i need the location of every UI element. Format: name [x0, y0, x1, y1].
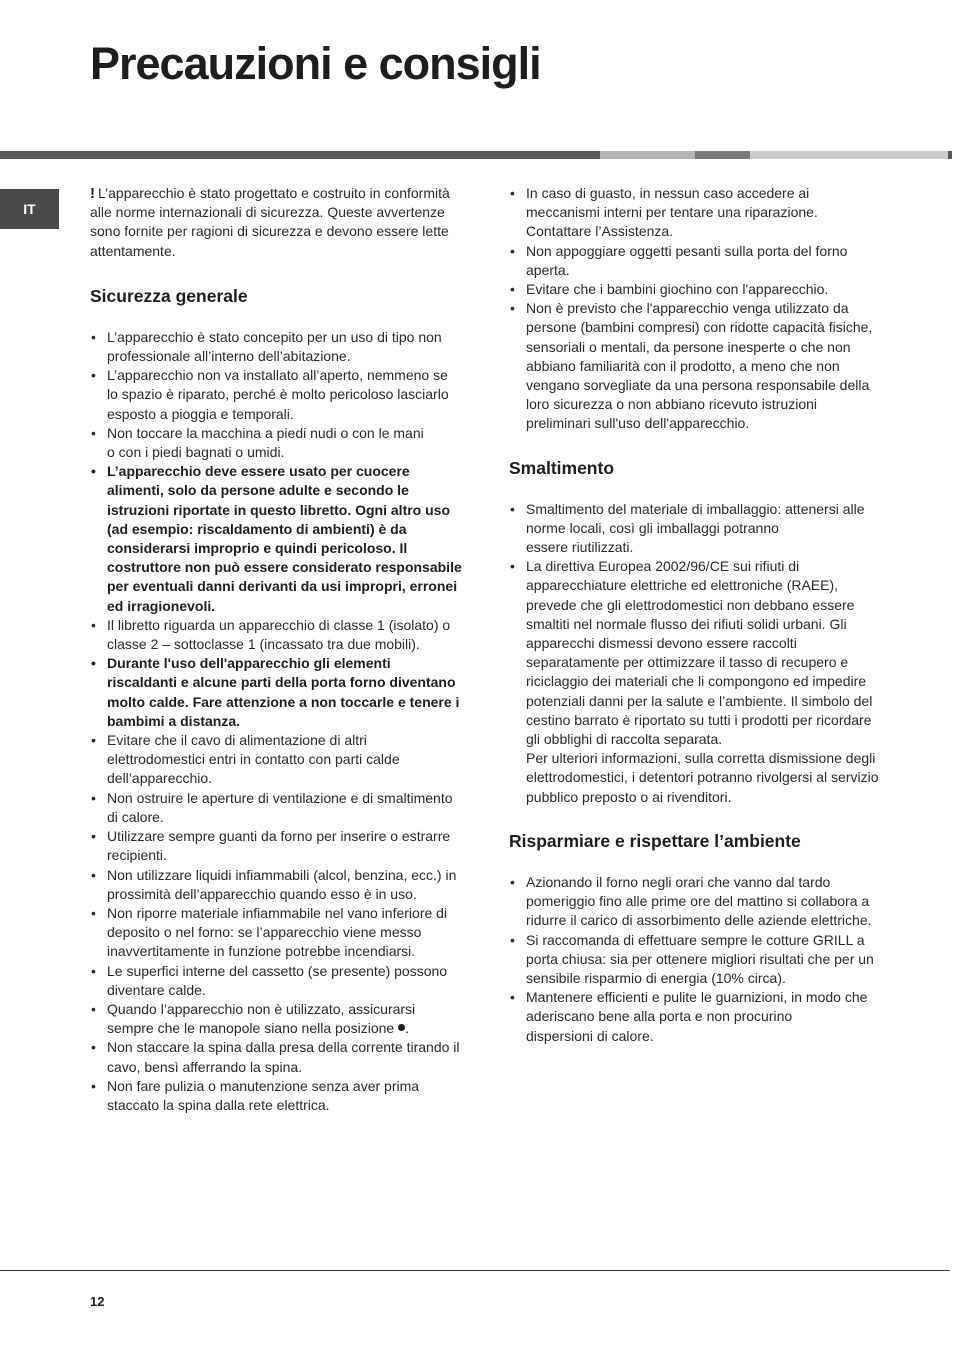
header-rule-mid — [695, 151, 750, 159]
list-sicurezza-continued — [509, 184, 881, 434]
page-number: 12 — [90, 1294, 105, 1309]
header-rule-light — [600, 151, 695, 159]
list-item-text: Quando l’apparecchio non è utilizzato, assicurarsi sempre che le manopole siano nella posizione — [107, 1000, 416, 1037]
list-item — [90, 1000, 462, 1038]
intro-warning — [90, 184, 462, 261]
list-item: • Non toccare la macchina a piedi nudi o con le mani o con i piedi bagnati o umidi. — [90, 424, 462, 462]
intro-text: L’apparecchio è stato progettato e costruito in conformità alle norme internazionali di sicurezza. Queste avvertenze sono fornite per ragioni di sicurezza e devono essere lette attentamente. — [90, 185, 450, 259]
list-item: • Non staccare la spina dalla presa della corrente tirando il cavo, bensì afferrando la spina. — [90, 1038, 462, 1076]
list-item: • Azionando il forno negli orari che vanno dal tardo pomeriggio fino alle prime ore del mattino si collabora a ridurre il carico di assorbimento delle aziende elettriche. — [509, 873, 881, 931]
list-item-suffix: . — [405, 1020, 410, 1037]
section-heading-ambiente: Risparmiare e rispettare l’ambiente — [509, 830, 801, 851]
list-sicurezza — [90, 328, 462, 1115]
list-item: • Non appoggiare oggetti pesanti sulla porta del forno aperta. — [509, 242, 881, 280]
footer-rule — [0, 1270, 950, 1271]
page-title: Precauzioni e consigli — [90, 38, 541, 89]
right-column — [509, 184, 881, 1070]
language-tab: IT — [0, 189, 59, 229]
list-item: • L’apparecchio è stato concepito per un uso di tipo non professionale all’interno dell’abitazione. — [90, 328, 462, 366]
list-item: • Utilizzare sempre guanti da forno per inserire o estrarre recipienti. — [90, 827, 462, 865]
list-item: • Si raccomanda di effettuare sempre le cotture GRILL a porta chiusa: sia per ottenere migliori risultati che per un sensibile risparmio di energia (10% circa). — [509, 931, 881, 989]
list-ambiente — [509, 873, 881, 1046]
list-item: • La direttiva Europea 2002/96/CE sui rifiuti di apparecchiature elettriche ed elettroniche (RAEE), prevede che gli elettrodomestici non debbano essere smaltiti nel normale flusso dei rifiuti solidi urbani. Gli apparecchi dismessi devono essere raccolti separatamente per ottimizzare il tasso di recupero e riciclaggio dei materiali che li compongono ed impedire potenziali danni per la salute e l’ambiente. Il simbolo del cestino barrato è riportato su tutti i prodotti per ricordare gli obblighi di raccolta separata. Per ulteriori informazioni, sulla corretta dismissione degli elettrodomestici, i detentori potranno rivolgersi al servizio pubblico preposto o ai rivenditori. — [509, 557, 881, 807]
section-heading-sicurezza: Sicurezza generale — [90, 285, 248, 306]
list-item: • Non utilizzare liquidi infiammabili (alcol, benzina, ecc.) in prossimità dell’apparecchio quando esso è in uso. — [90, 866, 462, 904]
list-item: • Mantenere efficienti e pulite le guarnizioni, in modo che aderiscano bene alla porta e non procurino dispersioni di calore. — [509, 988, 881, 1046]
left-column — [90, 184, 462, 1139]
list-item-warning: • Durante l'uso dell'apparecchio gli elementi riscaldanti e alcune parti della porta forno diventano molto calde. Fare attenzione a non toccarle e tenere i bambimi a distanza. — [90, 654, 462, 731]
warning-icon: ! — [90, 185, 95, 202]
header-rule-end — [948, 151, 952, 159]
header-rule-pale — [750, 151, 948, 159]
list-item: • Non ostruire le aperture di ventilazione e di smaltimento di calore. — [90, 789, 462, 827]
list-item-warning: • L’apparecchio deve essere usato per cuocere alimenti, solo da persone adulte e secondo le istruzioni riportate in questo libretto. Ogni altro uso (ad esempio: riscaldamento di ambienti) è da considerarsi improprio e quindi pericoloso. Il costruttore non può essere considerato responsabile per eventuali danni derivanti da usi impropri, erronei ed irragionevoli. — [90, 462, 462, 616]
list-item: • L’apparecchio non va installato all’aperto, nemmeno se lo spazio è riparato, perché è molto pericoloso lasciarlo esposto a pioggia e temporali. — [90, 366, 462, 424]
list-item: • Le superfici interne del cassetto (se presente) possono diventare calde. — [90, 962, 462, 1000]
list-item: • Il libretto riguarda un apparecchio di classe 1 (isolato) o classe 2 – sottoclasse 1 (incassato tra due mobili). — [90, 616, 462, 654]
list-item: • In caso di guasto, in nessun caso accedere ai meccanismi interni per tentare una riparazione. Contattare l’Assistenza. — [509, 184, 881, 242]
list-item: • Non riporre materiale infiammabile nel vano inferiore di deposito o nel forno: se l’apparecchio viene messo inavvertitamente in funzione potrebbe incendiarsi. — [90, 904, 462, 962]
list-smaltimento — [509, 500, 881, 807]
section-heading-smaltimento: Smaltimento — [509, 457, 615, 478]
list-item: • Evitare che i bambini giochino con l'apparecchio. — [509, 280, 881, 299]
list-item: • Smaltimento del materiale di imballaggio: attenersi alle norme locali, così gli imballaggi potranno essere riutilizzati. — [509, 500, 881, 558]
list-item: • Non fare pulizia o manutenzione senza aver prima staccato la spina dalla rete elettrica. — [90, 1077, 462, 1115]
list-item: • Non è previsto che l'apparecchio venga utilizzato da persone (bambini compresi) con ridotte capacità fisiche, sensoriali o mentali, da persone inesperte o che non abbiano familiarità con il prodotto, a meno che non vengano sorvegliate da una persona responsabile della loro sicurezza o non abbiano ricevuto istruzioni preliminari sull'uso dell'apparecchio. — [509, 299, 881, 433]
list-item: • Evitare che il cavo di alimentazione di altri elettrodomestici entri in contatto con parti calde dell’apparecchio. — [90, 731, 462, 789]
header-rule-dark — [0, 151, 600, 159]
